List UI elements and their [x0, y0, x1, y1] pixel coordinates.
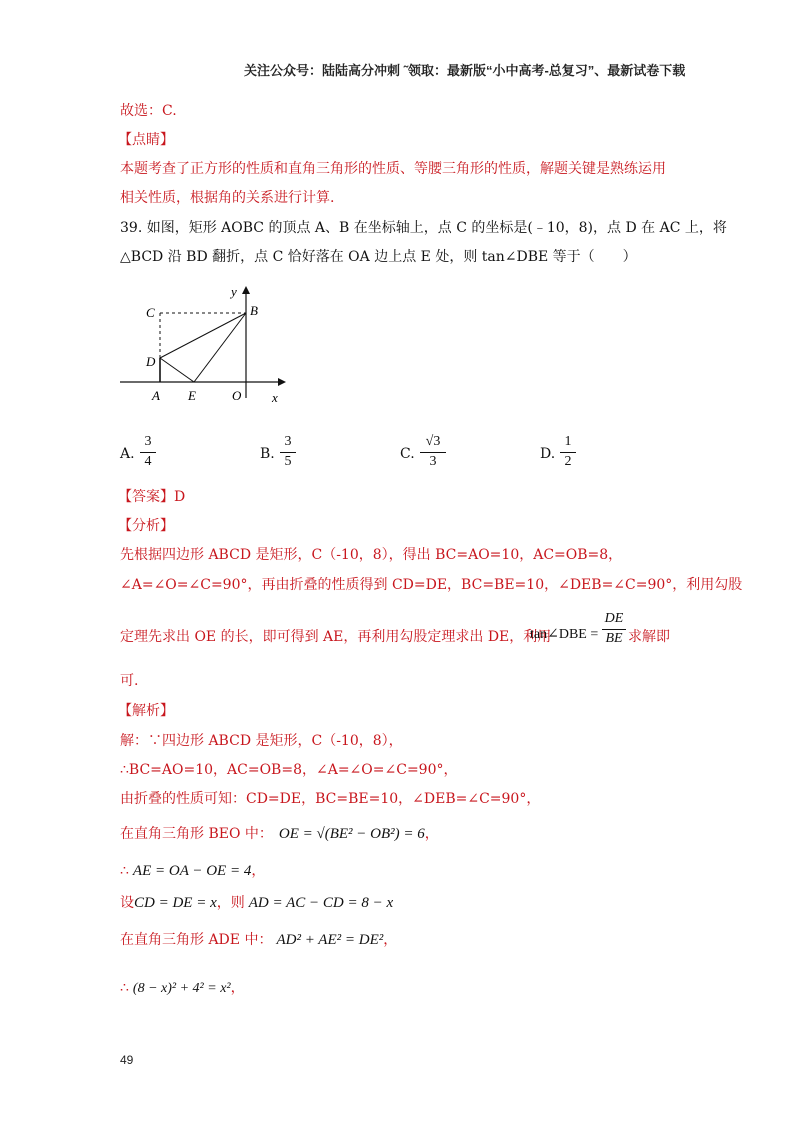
solution-line5-math: AE = OA − OE = 4 — [132, 863, 252, 879]
analysis-fraction-den: BE — [605, 631, 623, 646]
option-b-fraction — [280, 434, 296, 470]
option-c-denominator: 3 — [429, 454, 437, 469]
dianjing-line1: 本题考查了正方形的性质和直角三角形的性质、等腰三角形的性质，解题关键是熟练运用 — [120, 161, 666, 177]
option-b-denominator: 5 — [284, 454, 292, 469]
analysis-line4: 可. — [120, 673, 139, 689]
option-c-label: C. — [400, 446, 415, 462]
analysis-line2: ∠A=∠O=∠C=90°，再由折叠的性质得到 CD=DE，BC=BE=10，∠DEB=∠C=90°，利用勾股 — [120, 577, 743, 593]
page-header: 关注公众号：陆陆高分冲刺 ˜领取：最新版“小中高考-总复习”、最新试卷下载 — [244, 63, 686, 78]
answer-value: D — [174, 489, 186, 505]
option-a-denominator: 4 — [144, 454, 152, 469]
analysis-tan: tan∠DBE = — [530, 627, 599, 642]
solution-line4-post: ， — [424, 826, 439, 842]
option-a-numerator: 3 — [144, 434, 152, 449]
option-d-denominator: 2 — [564, 454, 572, 469]
solution-line6 — [120, 892, 393, 912]
solution-line8 — [120, 977, 245, 997]
dianjing-line2: 相关性质，根据角的关系进行计算. — [120, 190, 335, 206]
solution-line8-math: (8 − x)² + 4² = x² — [132, 981, 231, 996]
solution-line1: 解：∵四边形 ABCD 是矩形，C（-10，8）， — [120, 733, 403, 749]
solution-line4-math: OE = √(BE² − OB²) = 6 — [278, 826, 425, 842]
analysis-fraction — [602, 611, 626, 647]
solution-line2: ∴BC=AO=10，AC=OB=8，∠A=∠O=∠C=90°， — [120, 762, 458, 778]
label-o: O — [232, 388, 242, 403]
label-y: y — [231, 284, 237, 299]
answer-row — [118, 486, 185, 506]
question-line1: 39. 如图，矩形 AOBC 的顶点 A、B 在坐标轴上，点 C 的坐标是(﹣10，8)，点 D 在 AC 上，将 — [120, 220, 727, 236]
solution-line6-math2: AD = AC − CD = 8 − x — [248, 895, 394, 911]
answer-label: 【答案】 — [118, 489, 174, 505]
solution-line7-post: ， — [383, 932, 398, 948]
label-d: D — [146, 354, 156, 369]
option-a-fraction — [140, 434, 156, 470]
option-b-label: B. — [260, 446, 275, 462]
segment-de — [160, 358, 194, 382]
solution-line4 — [120, 823, 439, 843]
page-number: 49 — [120, 1053, 134, 1067]
solution-line5-post: ， — [251, 863, 266, 879]
solution-line5-pre: ∴ — [120, 863, 129, 879]
solution-label: 【解析】 — [118, 703, 174, 719]
solution-line6-math1: CD = DE = x — [134, 895, 217, 911]
analysis-fraction-num: DE — [604, 611, 624, 626]
solution-line4-pre: 在直角三角形 BEO 中： — [120, 826, 273, 842]
option-b-numerator: 3 — [284, 434, 292, 449]
option-d-numerator: 1 — [564, 434, 572, 449]
solution-line3: 由折叠的性质可知：CD=DE，BC=BE=10，∠DEB=∠C=90°， — [120, 791, 541, 807]
x-axis-arrow — [278, 378, 286, 386]
prev-choice: 故选：C. — [120, 103, 177, 119]
option-d-label: D. — [540, 446, 556, 462]
solution-line7-math: AD² + AE² = DE² — [276, 932, 384, 948]
option-a-label: A. — [120, 446, 135, 462]
label-e: E — [188, 388, 196, 403]
option-c-numerator: √3 — [425, 434, 441, 449]
segment-eb — [194, 313, 246, 382]
question-line2: △BCD 沿 BD 翻折，点 C 恰好落在 OA 边上点 E 处，则 tan∠DBE 等于（ ） — [120, 249, 637, 265]
option-d-fraction — [560, 434, 576, 470]
solution-line6-mid: ，则 — [216, 895, 245, 911]
dianjing-label: 【点睛】 — [118, 132, 174, 148]
analysis-line3-post: 求解即 — [628, 629, 670, 645]
solution-line5 — [120, 860, 265, 880]
solution-line7-pre: 在直角三角形 ADE 中： — [120, 932, 273, 948]
geometry-figure — [110, 280, 300, 410]
solution-line6-pre: 设 — [120, 895, 134, 911]
analysis-line1: 先根据四边形 ABCD 是矩形，C（-10，8），得出 BC=AO=10，AC=OB=8， — [120, 547, 623, 563]
option-c-fraction — [420, 434, 446, 470]
label-c: C — [146, 305, 155, 320]
analysis-line3-pre: 定理先求出 OE 的长，即可得到 AE，再利用勾股定理求出 DE，利用 — [120, 629, 552, 645]
solution-line7 — [120, 929, 397, 949]
label-b: B — [250, 303, 258, 318]
analysis-label: 【分析】 — [118, 518, 174, 534]
label-x: x — [272, 390, 278, 405]
solution-line8-post: ， — [230, 980, 245, 996]
solution-line8-pre: ∴ — [120, 980, 129, 996]
y-axis-arrow — [242, 286, 250, 294]
label-a: A — [152, 388, 160, 403]
segment-db — [160, 313, 246, 358]
